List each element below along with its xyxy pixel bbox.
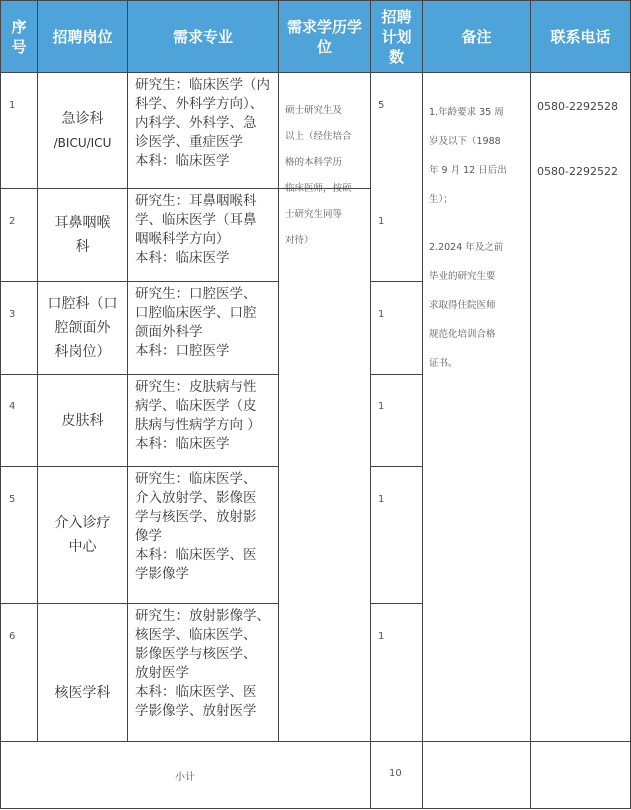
- row-1-plan: 5: [378, 100, 385, 111]
- edu-line2: 以上（经住培合: [285, 131, 352, 142]
- note-line1: 1.年龄要求 35 周: [429, 107, 504, 118]
- row-2-major-line4: 本科：临床医学: [135, 250, 230, 266]
- row-4-plan: 1: [378, 401, 385, 412]
- row-5-position-line2: 中心: [68, 539, 97, 555]
- header-seq-line1: 序: [11, 17, 27, 36]
- row-5-major-line1: 研究生：临床医学、: [135, 471, 257, 487]
- row-1-major-line1: 研究生：临床医学（内: [135, 77, 270, 93]
- header-plan-line1: 招聘: [381, 7, 412, 26]
- row-2-major: [128, 190, 278, 268]
- row-1-major-line5: 本科：临床医学: [135, 153, 230, 169]
- grid-line-row3b: [371, 374, 423, 375]
- row-2-major-line3: 咽喉科学方向）: [135, 231, 230, 247]
- note-line7: 毕业的研究生要: [429, 271, 496, 282]
- row-5-major-line4: 像学: [135, 528, 162, 544]
- row-6-major-line2: 核医学、临床医学、: [135, 627, 257, 643]
- subtotal-label: 小计: [175, 772, 195, 783]
- row-4-major-line3: 肤病与性病学方向 ）: [135, 417, 261, 433]
- row-5-major: [128, 468, 278, 584]
- grid-line-left: [0, 0, 1, 809]
- row-3-position: [38, 282, 127, 374]
- header-note: 备注: [423, 1, 530, 72]
- header-edu: [279, 1, 370, 72]
- header-phone: 联系电话: [531, 1, 630, 72]
- row-6-position: [38, 604, 127, 741]
- header-plan-line3: 数: [388, 47, 404, 66]
- row-4-position: [38, 375, 127, 466]
- row-5-position-line1: 介入诊疗: [54, 515, 111, 531]
- header-position: 招聘岗位: [38, 1, 127, 72]
- note-line10: 证书。: [429, 358, 458, 369]
- row-2-position-line2: 科: [75, 239, 90, 255]
- grid-line-row5b: [371, 603, 423, 604]
- row-1-major-line4: 诊医学、重症医学: [135, 134, 243, 150]
- row-6-major-line6: 学影像学、放射医学: [135, 703, 257, 719]
- row-1-position-line2: /BICU/ICU: [53, 135, 112, 150]
- row-1-major-line2: 科学、外科学方向）、: [135, 96, 264, 112]
- note-content: [429, 98, 529, 378]
- row-2-position: [38, 189, 127, 281]
- row-6-major-line4: 放射医学: [135, 665, 189, 681]
- row-3-plan: 1: [378, 309, 385, 320]
- row-4-major: [128, 376, 278, 454]
- grid-line-col3: [278, 0, 279, 742]
- row-2-position-line1: 耳鼻咽喉: [54, 215, 111, 231]
- row-2-major-line1: 研究生：耳鼻咽喉科: [135, 193, 257, 209]
- row-3-major-line4: 本科：口腔医学: [135, 343, 230, 359]
- note-line8: 求取得住院医师: [429, 300, 496, 311]
- note-line9: 规范化培训合格: [429, 329, 496, 340]
- header-major: 需求专业: [128, 1, 278, 72]
- row-6-major-line5: 本科：临床医学、医: [135, 684, 257, 700]
- row-3-major-line1: 研究生：口腔医学、: [135, 286, 257, 302]
- note-line5: [429, 214, 529, 233]
- note-line2: 岁及以下（1988: [429, 136, 501, 147]
- phone-1[interactable]: 0580-2292528: [537, 100, 618, 113]
- edu-line6: 对待）: [285, 235, 314, 246]
- row-4-major-line4: 本科：临床医学: [135, 436, 230, 452]
- grid-line-row4b: [371, 466, 423, 467]
- row-5-major-line2: 介入放射学、影像医: [135, 490, 257, 506]
- row-1-seq: 1: [9, 100, 16, 111]
- grid-line-row6: [0, 741, 631, 742]
- grid-line-col6: [530, 0, 531, 809]
- edu-requirement: [285, 98, 371, 254]
- row-3-seq: 3: [9, 309, 16, 320]
- row-3-position-line3: 科岗位）: [54, 344, 111, 360]
- row-6-position-line1: 核医学科: [54, 684, 111, 701]
- row-4-major-line2: 病学、临床医学（皮: [135, 398, 257, 414]
- grid-line-col5: [422, 0, 423, 809]
- row-3-major-line2: 口腔临床医学、口腔: [135, 305, 257, 321]
- header-plan: [371, 1, 422, 72]
- header-seq: [1, 1, 37, 72]
- row-2-seq: 2: [9, 216, 16, 227]
- row-2-major-line2: 学、临床医学（耳鼻: [135, 212, 257, 228]
- edu-line5: 士研究生同等: [285, 209, 343, 220]
- row-6-seq: 6: [9, 631, 16, 642]
- note-line4: 生）；: [429, 194, 453, 205]
- header-plan-line2: 计划: [381, 27, 412, 46]
- row-1-position-line1: 急诊科: [61, 110, 104, 127]
- edu-line1: 硕士研究生及: [285, 105, 343, 116]
- edu-line3: 格的本科学历: [285, 157, 343, 168]
- row-2-plan: 1: [378, 216, 385, 227]
- row-6-major-line1: 研究生：放射影像学、: [135, 608, 270, 624]
- edu-line4: 临床医师，按硕: [285, 183, 352, 194]
- row-5-major-line3: 学与核医学、放射影: [135, 509, 257, 525]
- note-line3: 年 9 月 12 日后出: [429, 165, 507, 176]
- grid-line-row2b: [371, 281, 423, 282]
- row-1-major: [128, 74, 278, 171]
- row-3-position-line2: 腔颌面外: [54, 320, 111, 336]
- header-edu-line2: 位: [316, 37, 332, 56]
- header-edu-line1: 需求学历学: [286, 17, 362, 36]
- phone-2[interactable]: 0580-2292522: [537, 165, 618, 178]
- header-seq-line2: 号: [11, 37, 27, 56]
- row-5-major-line6: 学影像学: [135, 566, 189, 582]
- row-6-major-line3: 影像医学与核医学、: [135, 646, 257, 662]
- row-3-major: [128, 283, 278, 361]
- grid-line-top: [0, 0, 631, 1]
- note-line6: 2.2024 年及之前: [429, 242, 504, 253]
- row-3-position-line1: 口腔科（口: [47, 296, 118, 312]
- row-4-major-line1: 研究生：皮肤病与性: [135, 379, 257, 395]
- row-1-position: [38, 73, 127, 188]
- row-5-seq: 5: [9, 494, 16, 505]
- row-1-major-line3: 内科学、外科学、急: [135, 115, 257, 131]
- row-6-major: [128, 605, 278, 721]
- grid-line-bottom: [0, 808, 631, 809]
- row-5-major-line5: 本科：临床医学、医: [135, 547, 257, 563]
- row-4-seq: 4: [9, 401, 16, 412]
- row-4-position-line1: 皮肤科: [61, 412, 104, 429]
- row-5-plan: 1: [378, 494, 385, 505]
- row-5-position: [38, 467, 127, 603]
- row-6-plan: 1: [378, 631, 385, 642]
- row-3-major-line3: 颌面外科学: [135, 324, 203, 340]
- subtotal-value: 10: [389, 768, 402, 779]
